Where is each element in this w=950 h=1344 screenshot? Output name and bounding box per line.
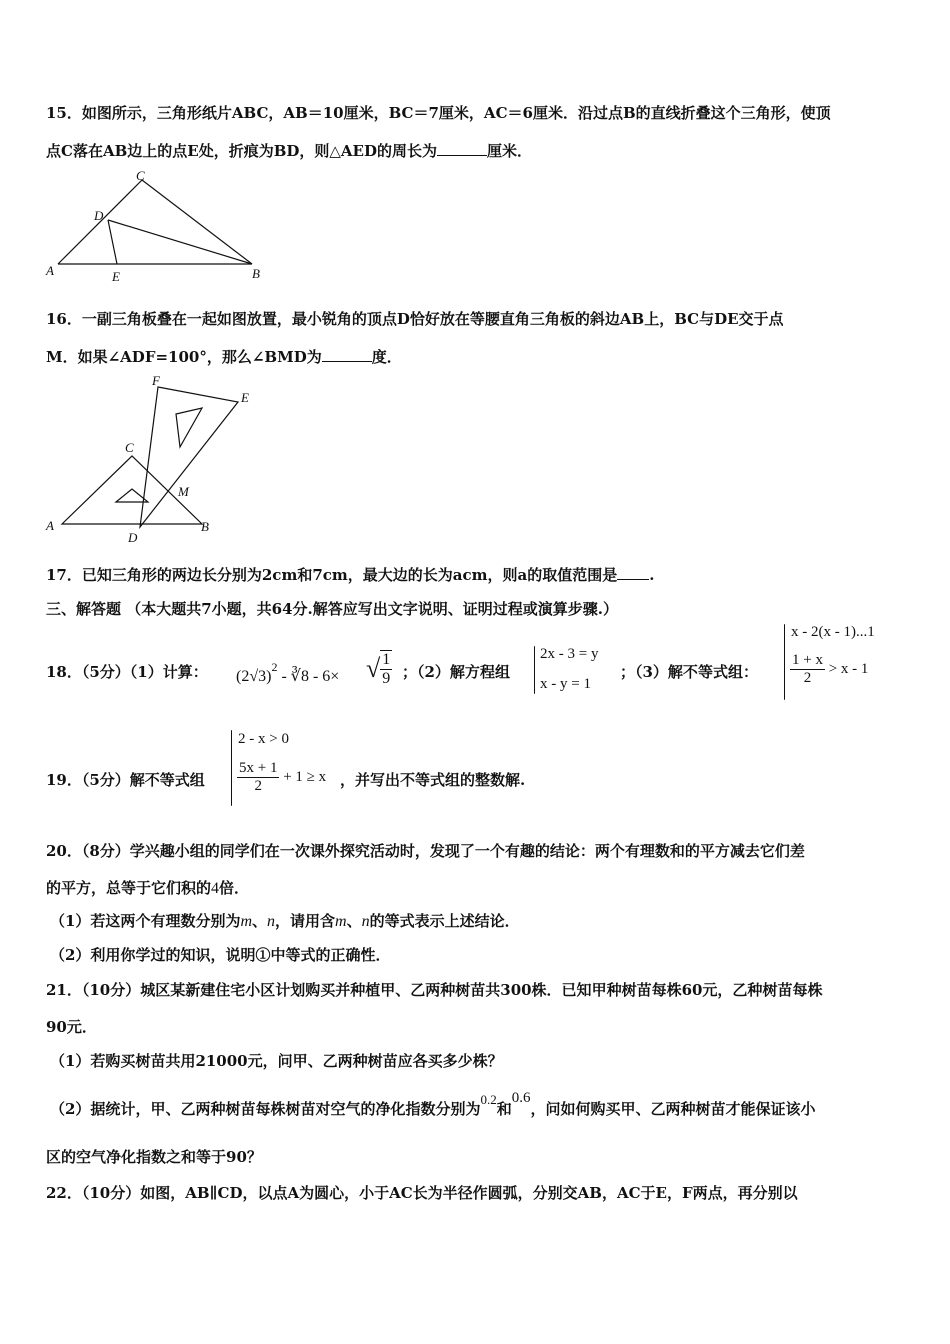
q15-segment-de (108, 220, 117, 264)
q18-inequality-brace (784, 624, 785, 700)
q18-inequality-1: x - 2(x - 1)...1 (791, 624, 875, 640)
q16-inner-triangle-large (176, 408, 202, 447)
q18-system-brace (534, 646, 535, 694)
q15-line2-text: 点C落在AB边上的点E处，折痕为BD，则△AED的周长为 (46, 142, 437, 160)
q16-line2-unit: 度． (371, 348, 402, 366)
q18-sqrt-den: 9 (382, 670, 391, 687)
q20-line1: 20．（8分）学兴趣小组的同学们在一次课外探究活动时，发现了一个有趣的结论：两个有理数和的平方减去它们差 (46, 842, 805, 860)
q21-and: 和 (496, 1100, 512, 1118)
q20-sub1 (50, 910, 520, 931)
q16-line2-text: M．如果∠ADF=100°，那么∠BMD为 (46, 348, 322, 366)
q20-sub1-text3: 的等式表示上述结论． (369, 912, 520, 930)
q18-system-eq2: x - y = 1 (540, 676, 591, 692)
q15-label-e: E (112, 269, 120, 284)
q18-ineq2-rhs: > x - 1 (828, 660, 869, 677)
q18-ineq2-den: 2 (803, 670, 812, 686)
q18-system-eq1: 2x - 3 = y (540, 646, 599, 662)
q16-line1: 16．一副三角板叠在一起如图放置，最小锐角的顶点D恰好放在等腰直角三角板的斜边AB上，BC与DE交于点 (46, 310, 784, 328)
q17-text-end: . (649, 566, 655, 584)
q16-triangles-figure (40, 372, 270, 547)
q18-sqrt-num: 1 (382, 651, 391, 668)
q15-label-c: C (136, 168, 145, 183)
q15-answer-blank (437, 141, 487, 156)
q20-line2 (46, 877, 249, 898)
q19-ineq2-rhs: + 1 ≥ x (283, 768, 327, 785)
q16-line2 (46, 346, 402, 367)
q16-set-square (140, 387, 238, 527)
q15-triangle-figure (40, 168, 270, 286)
q18-sqrt-symbol: √ (366, 654, 381, 683)
q21-line4: 区的空气净化指数之和等于90？ (46, 1148, 262, 1166)
q16-label-f: F (152, 373, 160, 388)
q18-prefix: 18．（5分）（1）计算： (46, 663, 208, 681)
q21-line2: 90元． (46, 1018, 97, 1036)
q16-label-d: D (128, 530, 138, 545)
q19-suffix: ，并写出不等式组的整数解. (340, 771, 526, 789)
q18-inequality-2 (790, 652, 868, 687)
q16-label-e: E (241, 390, 249, 405)
q15-line2-unit: 厘米． (487, 142, 533, 160)
q21-sub2-text: （2）据统计，甲、乙两种树苗每株树苗对空气的净化指数分别为 (50, 1100, 481, 1118)
q16-label-m: M (178, 484, 189, 499)
q20-var-m: m (240, 913, 253, 930)
q15-label-b: B (252, 266, 260, 281)
q20-var-m2: m (335, 913, 347, 930)
q20-sep: 、 (252, 912, 268, 930)
q17-text: 17．已知三角形的两边长分别为2cm和7cm，最大边的长为acm，则a的取值范围是 (46, 566, 618, 584)
q21-value-2: 0.6 (511, 1090, 531, 1106)
section-3-heading: 三、解答题 （本大题共7小题，共64分.解答应写出文字说明、证明过程或演算步骤.） (46, 600, 618, 618)
q15-fold-bd (108, 220, 252, 264)
q18-part2-label: ；（2）解方程组 (402, 663, 510, 681)
q20-sub2: （2）利用你学过的知识，说明①中等式的正确性． (50, 946, 391, 964)
q19-ineq2-num: 5x + 1 (239, 760, 278, 776)
q18-part3-label: ；（3）解不等式组： (620, 663, 758, 681)
q20-line2-text: 的平方，总等于它们积的 (46, 879, 212, 897)
q21-sub2-text2: ，问如何购买甲、乙两种树苗才能保证该小 (530, 1100, 816, 1118)
q22-line1: 22．（10分）如图，AB∥CD，以点A为圆心，小于AC长为半径作圆弧，分别交AB，AC于E，F两点，再分别以 (46, 1184, 798, 1202)
q19-prefix: 19．（5分）解不等式组 (46, 771, 205, 789)
q21-line1: 21．（10分）城区某新建住宅小区计划购买并种植甲、乙两种树苗共300株．已知甲种树苗每株60元，乙种树苗每株 (46, 981, 823, 999)
q20-sep2: 、 (346, 912, 362, 930)
q20-sub1-text: （1）若这两个有理数分别为 (50, 912, 241, 930)
q18-sqrt-fraction (366, 650, 392, 688)
q19-inequality-2 (237, 760, 326, 795)
q20-sub1-text2: ，请用含 (275, 912, 336, 930)
q15-line1: 15．如图所示，三角形纸片ABC，AB＝10厘米，BC＝7厘米，AC＝6厘米．沿过点B的直线折叠这个三角形，使顶 (46, 104, 831, 122)
q21-sub2 (50, 1090, 816, 1119)
q20-line2-end: 倍． (219, 879, 250, 897)
q17-answer-blank (617, 565, 649, 580)
q15-label-d: D (94, 208, 104, 223)
q20-var-n2: n (361, 913, 370, 930)
q15-line2 (46, 140, 532, 161)
q18-ineq2-num: 1 + x (792, 652, 823, 668)
q21-sub1: （1）若购买树苗共用21000元，问甲、乙两种树苗应各买多少株？ (50, 1052, 503, 1070)
q16-label-a: A (46, 518, 54, 533)
q20-line2-number: 4 (211, 880, 220, 897)
q16-label-c: C (125, 440, 134, 455)
q15-label-a: A (46, 263, 54, 278)
q19-inequality-1: 2 - x > 0 (238, 731, 289, 747)
q18-expression (236, 660, 339, 686)
q15-side-cb (142, 180, 252, 264)
q21-value-1: 0.2 (480, 1092, 497, 1107)
q19-ineq2-den: 2 (254, 778, 262, 794)
q17-line (46, 564, 654, 585)
q18-expr-base: (2√3) (236, 668, 272, 685)
q19-inequality-brace (231, 730, 232, 806)
q16-label-b: B (201, 519, 209, 534)
q16-answer-blank (322, 347, 372, 362)
q20-var-n: n (267, 913, 276, 930)
q18-expr-rest: - ∛8 - 6× (277, 668, 340, 685)
q18-expr-exponent: 2 (271, 660, 278, 674)
